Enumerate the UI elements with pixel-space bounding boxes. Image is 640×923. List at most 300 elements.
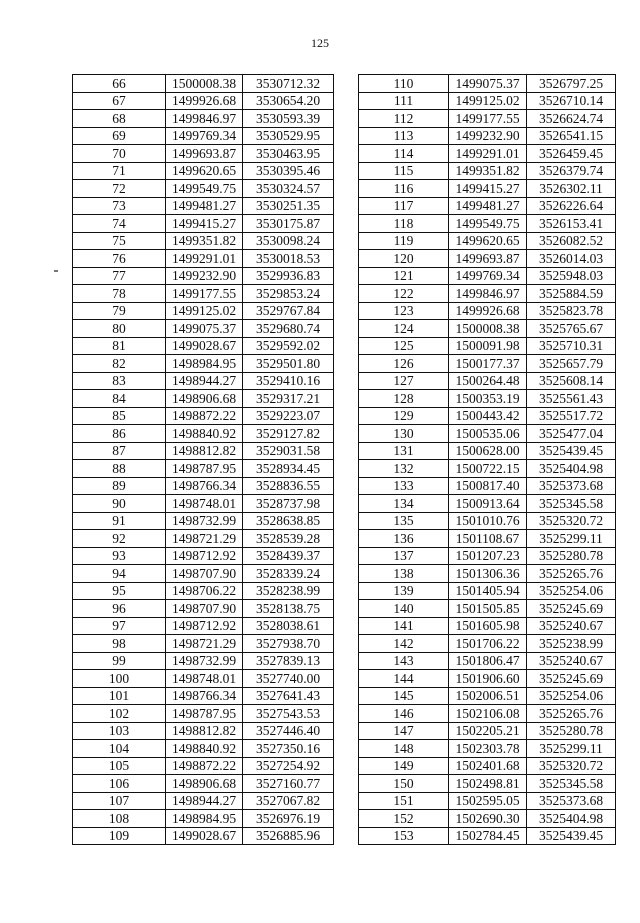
table-row <box>359 775 616 793</box>
y-coordinate-cell: 3528138.75 <box>243 600 334 618</box>
y-coordinate-cell: 3525404.98 <box>527 810 616 828</box>
point-number-cell: 121 <box>359 267 449 285</box>
x-coordinate-cell: 1499351.82 <box>166 232 243 250</box>
table-row <box>359 670 616 688</box>
point-number-cell: 146 <box>359 705 449 723</box>
x-coordinate-cell: 1498707.90 <box>166 565 243 583</box>
table-row <box>73 215 334 233</box>
x-coordinate-cell: 1499075.37 <box>449 75 527 93</box>
table-row <box>73 775 334 793</box>
x-coordinate-cell: 1498812.82 <box>166 442 243 460</box>
y-coordinate-cell: 3525373.68 <box>527 792 616 810</box>
y-coordinate-cell: 3525404.98 <box>527 460 616 478</box>
table-row <box>73 670 334 688</box>
y-coordinate-cell: 3529501.80 <box>243 355 334 373</box>
y-coordinate-cell: 3528638.85 <box>243 512 334 530</box>
x-coordinate-cell: 1499693.87 <box>166 145 243 163</box>
point-number-cell: 108 <box>73 810 166 828</box>
point-number-cell: 127 <box>359 372 449 390</box>
point-number-cell: 86 <box>73 425 166 443</box>
point-number-cell: 129 <box>359 407 449 425</box>
table-row <box>359 635 616 653</box>
x-coordinate-cell: 1499177.55 <box>166 285 243 303</box>
table-row <box>73 652 334 670</box>
y-coordinate-cell: 3525345.58 <box>527 495 616 513</box>
point-number-cell: 119 <box>359 232 449 250</box>
table-row <box>73 600 334 618</box>
table-row <box>359 180 616 198</box>
y-coordinate-cell: 3529410.16 <box>243 372 334 390</box>
y-coordinate-cell: 3526885.96 <box>243 827 334 845</box>
table-row <box>359 547 616 565</box>
table-row <box>359 827 616 845</box>
table-row <box>359 355 616 373</box>
x-coordinate-cell: 1502205.21 <box>449 722 527 740</box>
table-row <box>359 460 616 478</box>
point-number-cell: 88 <box>73 460 166 478</box>
table-row <box>73 372 334 390</box>
y-coordinate-cell: 3525517.72 <box>527 407 616 425</box>
table-row <box>359 530 616 548</box>
point-number-cell: 111 <box>359 92 449 110</box>
y-coordinate-cell: 3525608.14 <box>527 372 616 390</box>
y-coordinate-cell: 3530098.24 <box>243 232 334 250</box>
point-number-cell: 96 <box>73 600 166 618</box>
table-row <box>359 425 616 443</box>
y-coordinate-cell: 3525265.76 <box>527 705 616 723</box>
x-coordinate-cell: 1501010.76 <box>449 512 527 530</box>
y-coordinate-cell: 3525373.68 <box>527 477 616 495</box>
table-row <box>73 810 334 828</box>
x-coordinate-cell: 1498944.27 <box>166 792 243 810</box>
point-number-cell: 130 <box>359 425 449 443</box>
point-number-cell: 94 <box>73 565 166 583</box>
x-coordinate-cell: 1498872.22 <box>166 407 243 425</box>
point-number-cell: 115 <box>359 162 449 180</box>
table-row <box>73 75 334 93</box>
table-row <box>359 792 616 810</box>
y-coordinate-cell: 3528238.99 <box>243 582 334 600</box>
page-number: 125 <box>311 36 329 50</box>
point-number-cell: 150 <box>359 775 449 793</box>
point-number-cell: 148 <box>359 740 449 758</box>
y-coordinate-cell: 3525245.69 <box>527 670 616 688</box>
point-number-cell: 103 <box>73 722 166 740</box>
table-row <box>73 355 334 373</box>
x-coordinate-cell: 1498707.90 <box>166 600 243 618</box>
y-coordinate-cell: 3525439.45 <box>527 827 616 845</box>
point-number-cell: 137 <box>359 547 449 565</box>
left-coordinate-table <box>72 74 334 845</box>
y-coordinate-cell: 3530712.32 <box>243 75 334 93</box>
y-coordinate-cell: 3525320.72 <box>527 757 616 775</box>
table-row <box>73 565 334 583</box>
point-number-cell: 122 <box>359 285 449 303</box>
point-number-cell: 91 <box>73 512 166 530</box>
x-coordinate-cell: 1499125.02 <box>166 302 243 320</box>
table-row <box>73 127 334 145</box>
table-row <box>359 495 616 513</box>
table-row <box>73 162 334 180</box>
x-coordinate-cell: 1499075.37 <box>166 320 243 338</box>
y-coordinate-cell: 3527839.13 <box>243 652 334 670</box>
point-number-cell: 138 <box>359 565 449 583</box>
y-coordinate-cell: 3529317.21 <box>243 390 334 408</box>
x-coordinate-cell: 1500008.38 <box>166 75 243 93</box>
x-coordinate-cell: 1499232.90 <box>449 127 527 145</box>
x-coordinate-cell: 1500091.98 <box>449 337 527 355</box>
x-coordinate-cell: 1498984.95 <box>166 810 243 828</box>
x-coordinate-cell: 1500817.40 <box>449 477 527 495</box>
x-coordinate-cell: 1500177.37 <box>449 355 527 373</box>
point-number-cell: 135 <box>359 512 449 530</box>
y-coordinate-cell: 3525299.11 <box>527 530 616 548</box>
y-coordinate-cell: 3526153.41 <box>527 215 616 233</box>
table-row <box>73 530 334 548</box>
point-number-cell: 131 <box>359 442 449 460</box>
point-number-cell: 69 <box>73 127 166 145</box>
x-coordinate-cell: 1500722.15 <box>449 460 527 478</box>
x-coordinate-cell: 1500353.19 <box>449 390 527 408</box>
x-coordinate-cell: 1499291.01 <box>449 145 527 163</box>
y-coordinate-cell: 3527160.77 <box>243 775 334 793</box>
point-number-cell: 113 <box>359 127 449 145</box>
table-row <box>73 477 334 495</box>
y-coordinate-cell: 3525299.11 <box>527 740 616 758</box>
y-coordinate-cell: 3525240.67 <box>527 617 616 635</box>
x-coordinate-cell: 1499481.27 <box>449 197 527 215</box>
point-number-cell: 117 <box>359 197 449 215</box>
point-number-cell: 128 <box>359 390 449 408</box>
point-number-cell: 97 <box>73 617 166 635</box>
point-number-cell: 141 <box>359 617 449 635</box>
y-coordinate-cell: 3529680.74 <box>243 320 334 338</box>
table-row <box>73 232 334 250</box>
x-coordinate-cell: 1499351.82 <box>449 162 527 180</box>
x-coordinate-cell: 1502595.05 <box>449 792 527 810</box>
point-number-cell: 82 <box>73 355 166 373</box>
y-coordinate-cell: 3527446.40 <box>243 722 334 740</box>
table-row <box>73 635 334 653</box>
point-number-cell: 101 <box>73 687 166 705</box>
table-row <box>359 285 616 303</box>
x-coordinate-cell: 1498721.29 <box>166 635 243 653</box>
point-number-cell: 149 <box>359 757 449 775</box>
table-row <box>359 110 616 128</box>
point-number-cell: 134 <box>359 495 449 513</box>
x-coordinate-cell: 1501806.47 <box>449 652 527 670</box>
table-row <box>73 145 334 163</box>
y-coordinate-cell: 3526226.64 <box>527 197 616 215</box>
table-row <box>73 320 334 338</box>
y-coordinate-cell: 3530018.53 <box>243 250 334 268</box>
point-number-cell: 67 <box>73 92 166 110</box>
y-coordinate-cell: 3525254.06 <box>527 687 616 705</box>
x-coordinate-cell: 1498712.92 <box>166 547 243 565</box>
point-number-cell: 95 <box>73 582 166 600</box>
point-number-cell: 74 <box>73 215 166 233</box>
point-number-cell: 100 <box>73 670 166 688</box>
x-coordinate-cell: 1499846.97 <box>166 110 243 128</box>
table-row <box>73 547 334 565</box>
point-number-cell: 144 <box>359 670 449 688</box>
point-number-cell: 85 <box>73 407 166 425</box>
y-coordinate-cell: 3525280.78 <box>527 722 616 740</box>
table-row <box>73 425 334 443</box>
y-coordinate-cell: 3527641.43 <box>243 687 334 705</box>
x-coordinate-cell: 1502690.30 <box>449 810 527 828</box>
point-number-cell: 123 <box>359 302 449 320</box>
table-row <box>73 617 334 635</box>
x-coordinate-cell: 1500628.00 <box>449 442 527 460</box>
table-row <box>359 600 616 618</box>
point-number-cell: 99 <box>73 652 166 670</box>
x-coordinate-cell: 1498906.68 <box>166 775 243 793</box>
point-number-cell: 126 <box>359 355 449 373</box>
y-coordinate-cell: 3530175.87 <box>243 215 334 233</box>
point-number-cell: 151 <box>359 792 449 810</box>
y-coordinate-cell: 3526541.15 <box>527 127 616 145</box>
point-number-cell: 132 <box>359 460 449 478</box>
x-coordinate-cell: 1498840.92 <box>166 425 243 443</box>
x-coordinate-cell: 1498840.92 <box>166 740 243 758</box>
x-coordinate-cell: 1499481.27 <box>166 197 243 215</box>
y-coordinate-cell: 3525254.06 <box>527 582 616 600</box>
y-coordinate-cell: 3525477.04 <box>527 425 616 443</box>
point-number-cell: 107 <box>73 792 166 810</box>
x-coordinate-cell: 1502401.68 <box>449 757 527 775</box>
point-number-cell: 110 <box>359 75 449 93</box>
x-coordinate-cell: 1499926.68 <box>166 92 243 110</box>
y-coordinate-cell: 3529223.07 <box>243 407 334 425</box>
x-coordinate-cell: 1498721.29 <box>166 530 243 548</box>
y-coordinate-cell: 3528934.45 <box>243 460 334 478</box>
point-number-cell: 142 <box>359 635 449 653</box>
x-coordinate-cell: 1498712.92 <box>166 617 243 635</box>
x-coordinate-cell: 1499549.75 <box>166 180 243 198</box>
table-row <box>359 320 616 338</box>
table-row <box>73 722 334 740</box>
x-coordinate-cell: 1499769.34 <box>166 127 243 145</box>
point-number-cell: 84 <box>73 390 166 408</box>
point-number-cell: 81 <box>73 337 166 355</box>
table-row <box>359 250 616 268</box>
table-row <box>359 197 616 215</box>
table-row <box>359 565 616 583</box>
point-number-cell: 112 <box>359 110 449 128</box>
point-number-cell: 66 <box>73 75 166 93</box>
table-row <box>359 512 616 530</box>
x-coordinate-cell: 1499125.02 <box>449 92 527 110</box>
y-coordinate-cell: 3530593.39 <box>243 110 334 128</box>
x-coordinate-cell: 1499177.55 <box>449 110 527 128</box>
table-row <box>73 757 334 775</box>
table-row <box>359 722 616 740</box>
x-coordinate-cell: 1498787.95 <box>166 705 243 723</box>
y-coordinate-cell: 3525320.72 <box>527 512 616 530</box>
y-coordinate-cell: 3530654.20 <box>243 92 334 110</box>
x-coordinate-cell: 1499028.67 <box>166 827 243 845</box>
point-number-cell: 77 <box>73 267 166 285</box>
table-row <box>359 302 616 320</box>
point-number-cell: 83 <box>73 372 166 390</box>
point-number-cell: 136 <box>359 530 449 548</box>
table-row <box>73 442 334 460</box>
table-row <box>73 512 334 530</box>
x-coordinate-cell: 1498984.95 <box>166 355 243 373</box>
x-coordinate-cell: 1499549.75 <box>449 215 527 233</box>
point-number-cell: 133 <box>359 477 449 495</box>
x-coordinate-cell: 1499620.65 <box>449 232 527 250</box>
y-coordinate-cell: 3525280.78 <box>527 547 616 565</box>
y-coordinate-cell: 3530395.46 <box>243 162 334 180</box>
x-coordinate-cell: 1500443.42 <box>449 407 527 425</box>
point-number-cell: 120 <box>359 250 449 268</box>
y-coordinate-cell: 3525710.31 <box>527 337 616 355</box>
table-row <box>73 337 334 355</box>
point-number-cell: 143 <box>359 652 449 670</box>
x-coordinate-cell: 1498732.99 <box>166 512 243 530</box>
y-coordinate-cell: 3526379.74 <box>527 162 616 180</box>
y-coordinate-cell: 3529592.02 <box>243 337 334 355</box>
right-table-body <box>359 75 616 845</box>
point-number-cell: 75 <box>73 232 166 250</box>
point-number-cell: 71 <box>73 162 166 180</box>
table-row <box>73 267 334 285</box>
y-coordinate-cell: 3525265.76 <box>527 565 616 583</box>
point-number-cell: 139 <box>359 582 449 600</box>
point-number-cell: 72 <box>73 180 166 198</box>
left-table-body <box>73 75 334 845</box>
table-row <box>359 162 616 180</box>
table-row <box>73 197 334 215</box>
y-coordinate-cell: 3529031.58 <box>243 442 334 460</box>
y-coordinate-cell: 3528339.24 <box>243 565 334 583</box>
table-row <box>73 180 334 198</box>
table-row <box>73 407 334 425</box>
y-coordinate-cell: 3526014.03 <box>527 250 616 268</box>
y-coordinate-cell: 3527067.82 <box>243 792 334 810</box>
y-coordinate-cell: 3529127.82 <box>243 425 334 443</box>
x-coordinate-cell: 1501706.22 <box>449 635 527 653</box>
x-coordinate-cell: 1500008.38 <box>449 320 527 338</box>
x-coordinate-cell: 1498787.95 <box>166 460 243 478</box>
table-row <box>359 740 616 758</box>
y-coordinate-cell: 3530463.95 <box>243 145 334 163</box>
x-coordinate-cell: 1501306.36 <box>449 565 527 583</box>
table-row <box>359 337 616 355</box>
x-coordinate-cell: 1502106.08 <box>449 705 527 723</box>
table-row <box>73 827 334 845</box>
x-coordinate-cell: 1498706.22 <box>166 582 243 600</box>
x-coordinate-cell: 1499926.68 <box>449 302 527 320</box>
table-row <box>359 477 616 495</box>
table-row <box>73 110 334 128</box>
point-number-cell: 76 <box>73 250 166 268</box>
x-coordinate-cell: 1502784.45 <box>449 827 527 845</box>
x-coordinate-cell: 1502006.51 <box>449 687 527 705</box>
table-row <box>359 75 616 93</box>
x-coordinate-cell: 1500535.06 <box>449 425 527 443</box>
table-row <box>359 687 616 705</box>
point-number-cell: 145 <box>359 687 449 705</box>
point-number-cell: 118 <box>359 215 449 233</box>
table-row <box>359 215 616 233</box>
y-coordinate-cell: 3528539.28 <box>243 530 334 548</box>
y-coordinate-cell: 3528439.37 <box>243 547 334 565</box>
y-coordinate-cell: 3526302.11 <box>527 180 616 198</box>
table-row <box>73 92 334 110</box>
x-coordinate-cell: 1501505.85 <box>449 600 527 618</box>
table-row <box>73 285 334 303</box>
x-coordinate-cell: 1499846.97 <box>449 285 527 303</box>
x-coordinate-cell: 1498944.27 <box>166 372 243 390</box>
table-row <box>73 302 334 320</box>
x-coordinate-cell: 1499415.27 <box>449 180 527 198</box>
point-number-cell: 124 <box>359 320 449 338</box>
scan-mark <box>54 270 58 272</box>
table-row <box>359 810 616 828</box>
table-row <box>73 390 334 408</box>
point-number-cell: 147 <box>359 722 449 740</box>
point-number-cell: 87 <box>73 442 166 460</box>
y-coordinate-cell: 3526797.25 <box>527 75 616 93</box>
point-number-cell: 105 <box>73 757 166 775</box>
y-coordinate-cell: 3527543.53 <box>243 705 334 723</box>
x-coordinate-cell: 1499769.34 <box>449 267 527 285</box>
table-row <box>359 582 616 600</box>
point-number-cell: 125 <box>359 337 449 355</box>
x-coordinate-cell: 1498906.68 <box>166 390 243 408</box>
table-row <box>359 757 616 775</box>
y-coordinate-cell: 3525657.79 <box>527 355 616 373</box>
point-number-cell: 73 <box>73 197 166 215</box>
point-number-cell: 92 <box>73 530 166 548</box>
table-row <box>359 705 616 723</box>
table-row <box>359 617 616 635</box>
x-coordinate-cell: 1498732.99 <box>166 652 243 670</box>
y-coordinate-cell: 3526710.14 <box>527 92 616 110</box>
x-coordinate-cell: 1501906.60 <box>449 670 527 688</box>
y-coordinate-cell: 3525240.67 <box>527 652 616 670</box>
x-coordinate-cell: 1501405.94 <box>449 582 527 600</box>
y-coordinate-cell: 3525823.78 <box>527 302 616 320</box>
y-coordinate-cell: 3525245.69 <box>527 600 616 618</box>
x-coordinate-cell: 1498766.34 <box>166 477 243 495</box>
x-coordinate-cell: 1499232.90 <box>166 267 243 285</box>
point-number-cell: 140 <box>359 600 449 618</box>
table-row <box>359 127 616 145</box>
table-row <box>359 442 616 460</box>
x-coordinate-cell: 1499028.67 <box>166 337 243 355</box>
y-coordinate-cell: 3527254.92 <box>243 757 334 775</box>
y-coordinate-cell: 3525439.45 <box>527 442 616 460</box>
x-coordinate-cell: 1500913.64 <box>449 495 527 513</box>
table-row <box>73 705 334 723</box>
point-number-cell: 93 <box>73 547 166 565</box>
point-number-cell: 102 <box>73 705 166 723</box>
table-row <box>359 372 616 390</box>
y-coordinate-cell: 3529936.83 <box>243 267 334 285</box>
x-coordinate-cell: 1499415.27 <box>166 215 243 233</box>
point-number-cell: 106 <box>73 775 166 793</box>
x-coordinate-cell: 1499291.01 <box>166 250 243 268</box>
y-coordinate-cell: 3526082.52 <box>527 232 616 250</box>
y-coordinate-cell: 3528737.98 <box>243 495 334 513</box>
table-row <box>73 582 334 600</box>
x-coordinate-cell: 1501108.67 <box>449 530 527 548</box>
x-coordinate-cell: 1499620.65 <box>166 162 243 180</box>
